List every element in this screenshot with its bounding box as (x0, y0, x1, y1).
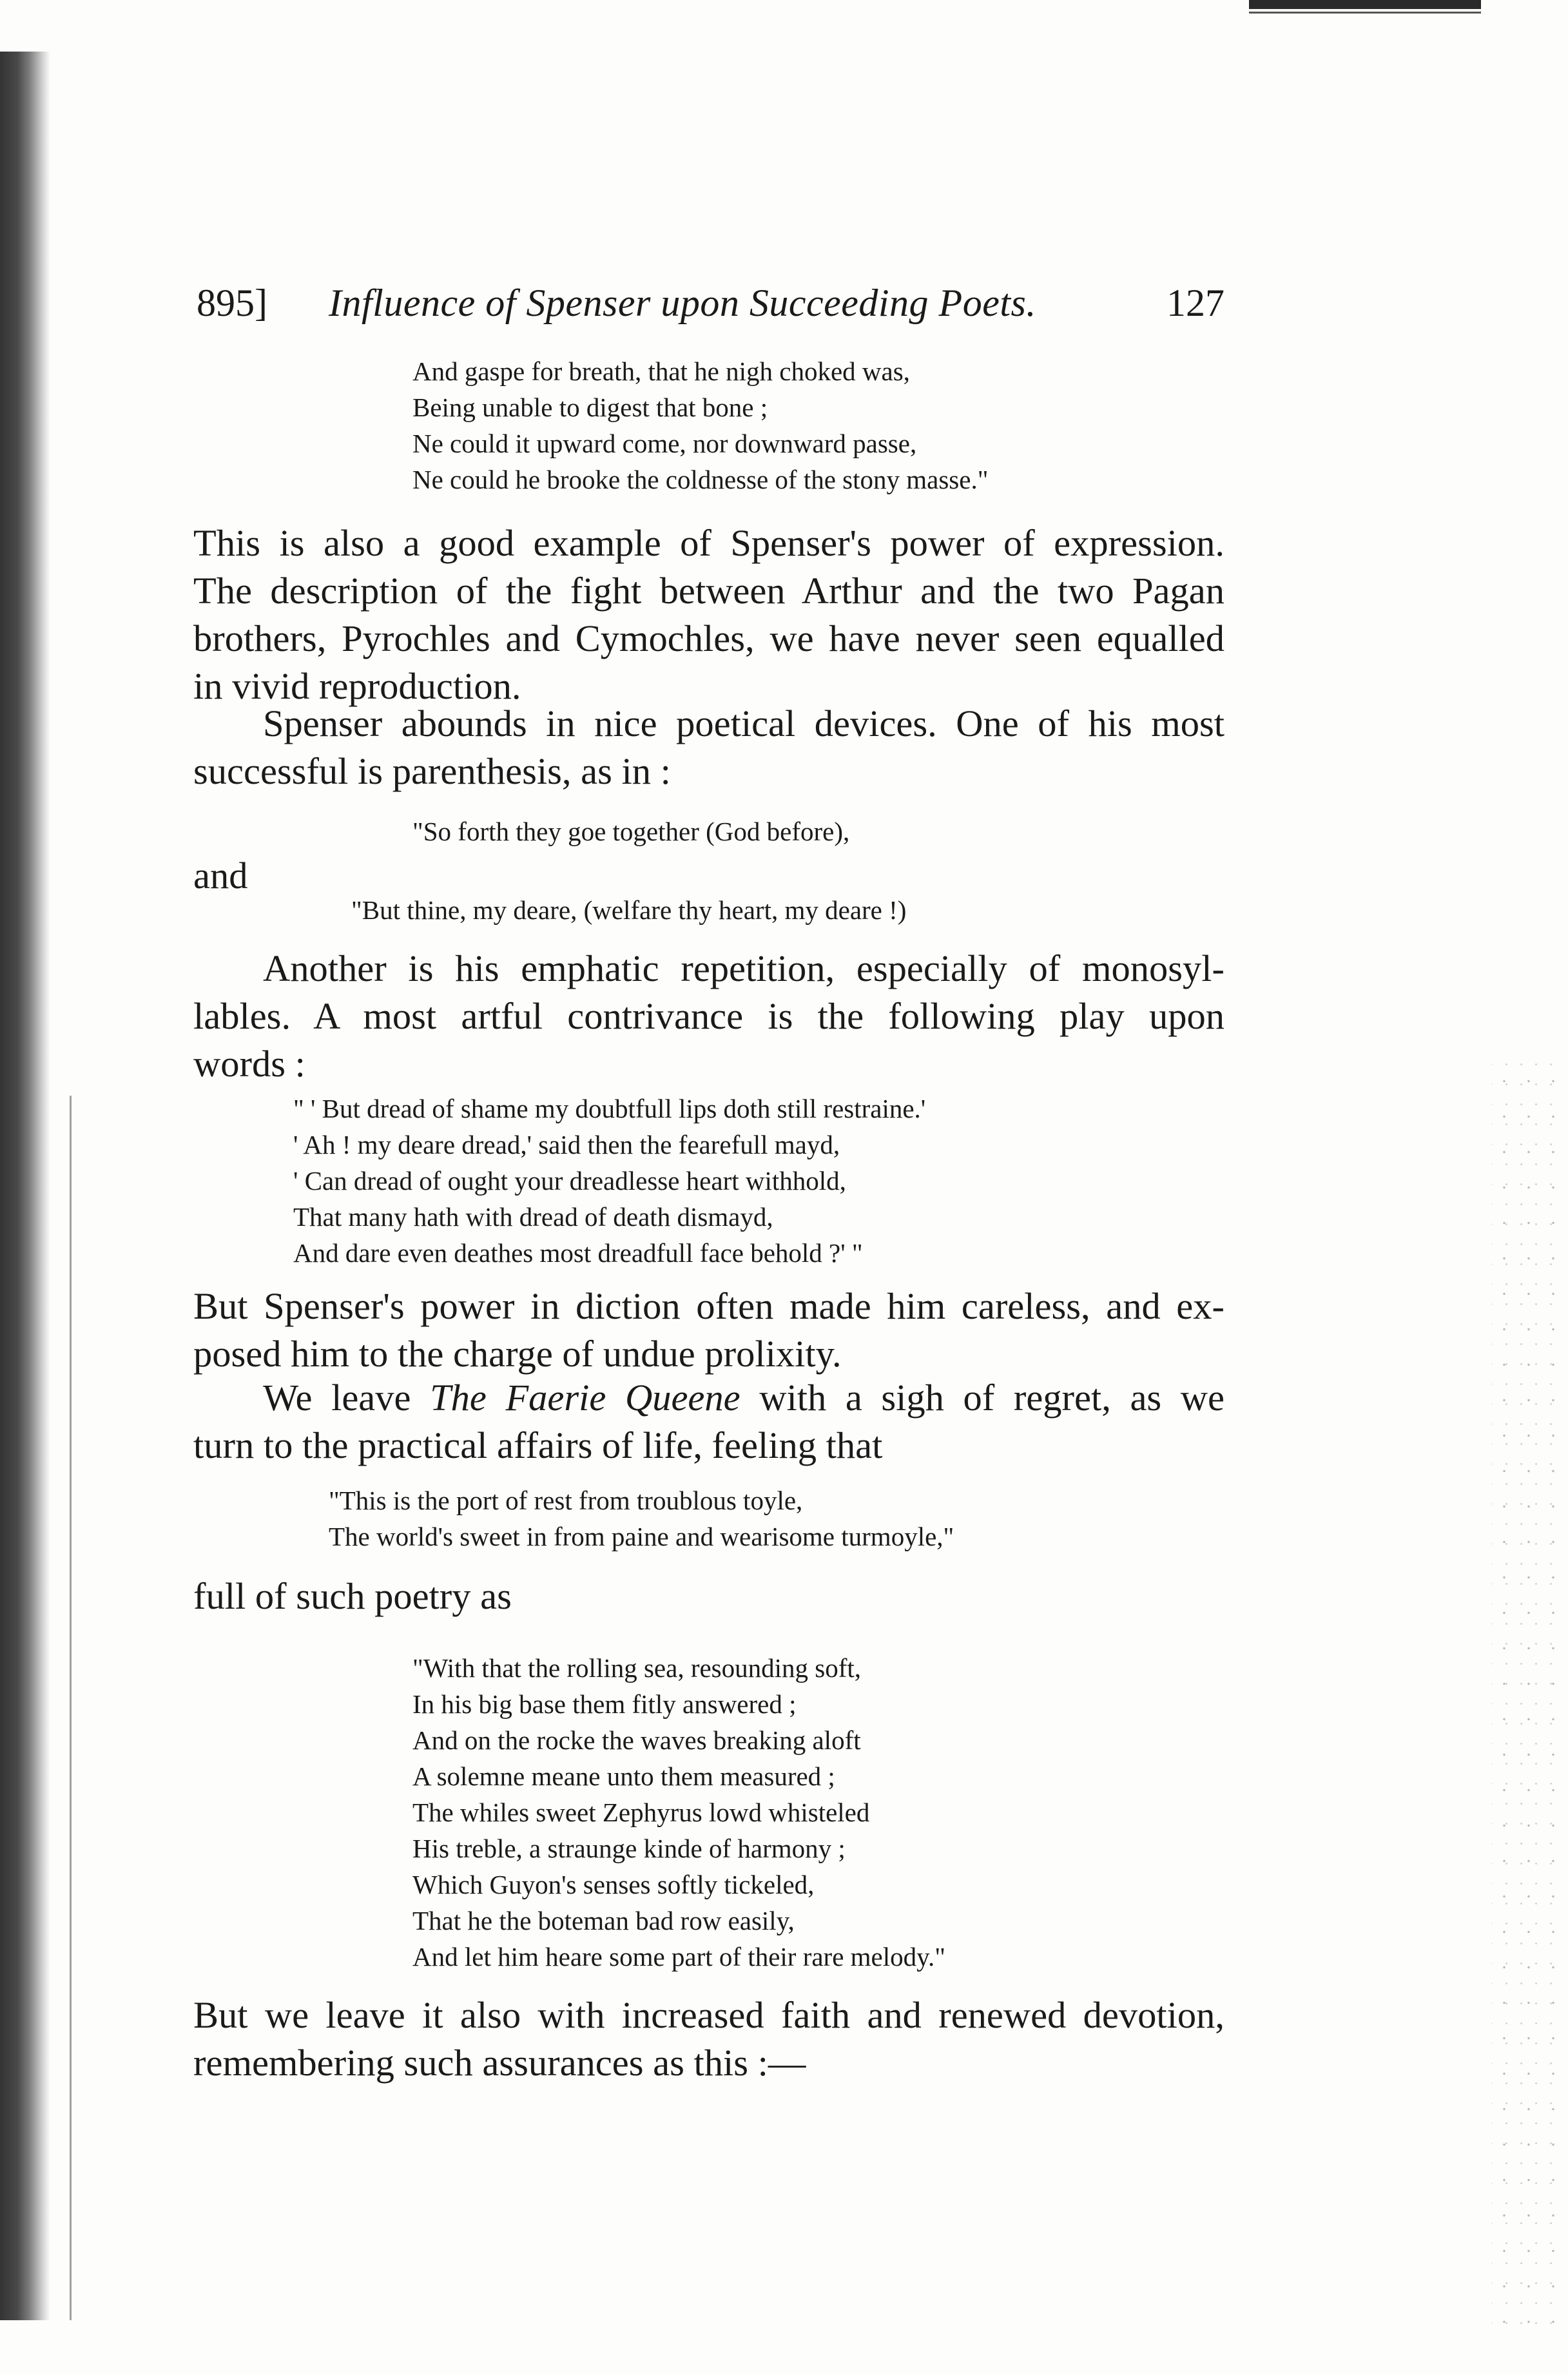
paragraph-4 (193, 1283, 1224, 1378)
page-binding-shadow (0, 52, 50, 2320)
paragraph-2 (193, 700, 1224, 795)
verse-line: And let him heare some part of their rare melody." (412, 1942, 945, 1972)
text-line: brothers, Pyrochles and Cymochles, we have never seen equalled (193, 617, 1224, 659)
top-edge-rule (1249, 0, 1481, 9)
quote-line-1: "So forth they goe together (God before), (412, 817, 850, 846)
text-line: posed him to the charge of undue prolixity. (193, 1333, 842, 1375)
text-line (193, 1374, 1224, 1422)
verse-line: ' Ah ! my deare dread,' said then the fearefull mayd, (293, 1130, 840, 1159)
text-line: remembering such assurances as this :— (193, 2042, 806, 2084)
verse-line: "This is the port of rest from troublous toyle, (329, 1486, 803, 1515)
verse-block-4 (412, 1650, 945, 1975)
top-edge-rule-thin (1249, 12, 1481, 14)
text-line: full of such poetry as (193, 1575, 512, 1617)
verse-line: Being unable to digest that bone ; (412, 393, 768, 422)
paragraph-6 (193, 1573, 1224, 1620)
verse-line: The whiles sweet Zephyrus lowd whisteled (412, 1798, 870, 1827)
verse-line: " ' But dread of shame my doubtfull lips doth still restraine.' (293, 1094, 926, 1123)
verse-line: ' Can dread of ought your dreadlesse heart withhold, (293, 1166, 846, 1196)
connective-and: and (193, 855, 248, 897)
paragraph-1 (193, 519, 1224, 710)
text-line: But Spenser's power in diction often made him careless, and ex- (193, 1285, 1224, 1327)
text-line: turn to the practical affairs of life, feeling that (193, 1424, 883, 1466)
running-title: Influence of Spenser upon Succeeding Poets. (329, 282, 1036, 324)
page-number: 127 (1166, 282, 1224, 324)
paragraph-5 (193, 1374, 1224, 1469)
verse-block-3 (329, 1482, 954, 1555)
verse-line: That many hath with dread of death dismayd, (293, 1202, 773, 1232)
quote-line-2: "But thine, my deare, (welfare thy heart, my deare !) (351, 895, 907, 925)
verse-block-2 (293, 1091, 925, 1271)
text-segment: We leave (263, 1377, 431, 1419)
text-line: The description of the fight between Arthur and the two Pagan (193, 570, 1224, 612)
text-line: But we leave it also with increased faith and renewed devotion, (193, 1994, 1224, 2036)
verse-line: A solemne meane unto them measured ; (412, 1761, 835, 1791)
verse-line: And dare even deathes most dreadfull face behold ?' " (293, 1238, 863, 1268)
text-line: successful is parenthesis, as in : (193, 750, 671, 792)
verse-line: And on the rocke the waves breaking aloft (412, 1725, 861, 1755)
verse-block-1 (412, 353, 988, 498)
verse-line: Ne could it upward come, nor downward passe, (412, 429, 917, 458)
verse-line: Ne could he brooke the coldnesse of the stony masse." (412, 465, 989, 494)
verse-line: His treble, a straunge kinde of harmony ; (412, 1834, 846, 1863)
book-title: The Faerie Queene (430, 1377, 740, 1419)
verse-line: "With that the rolling sea, resounding soft, (412, 1653, 862, 1683)
verse-line: The world's sweet in from paine and wearisome turmoyle," (329, 1522, 954, 1551)
paragraph-7 (193, 1992, 1224, 2087)
verse-line: In his big base them fitly answered ; (412, 1689, 797, 1719)
text-line: words : (193, 1043, 305, 1085)
page-gutter-line (70, 1096, 72, 2320)
text-line: lables. A most artful contrivance is the following play upon (193, 995, 1224, 1037)
verse-line: And gaspe for breath, that he nigh choked was, (412, 356, 910, 386)
text-segment: with a sigh of regret, as we (740, 1377, 1224, 1419)
page-edge-speckle (1492, 1063, 1563, 2340)
verse-line: That he the boteman bad row easily, (412, 1906, 795, 1935)
volume-number: 895] (197, 282, 267, 324)
text-line: Another is his emphatic repetition, especially of monosyl- (263, 947, 1224, 989)
text-line: in vivid reproduction. (193, 665, 521, 707)
verse-line: Which Guyon's senses softly tickeled, (412, 1870, 815, 1899)
running-header (197, 277, 1224, 329)
text-line: This is also a good example of Spenser's power of expression. (193, 522, 1224, 564)
paragraph-3 (193, 945, 1224, 1088)
text-line: Spenser abounds in nice poetical devices. One of his most (263, 703, 1224, 744)
